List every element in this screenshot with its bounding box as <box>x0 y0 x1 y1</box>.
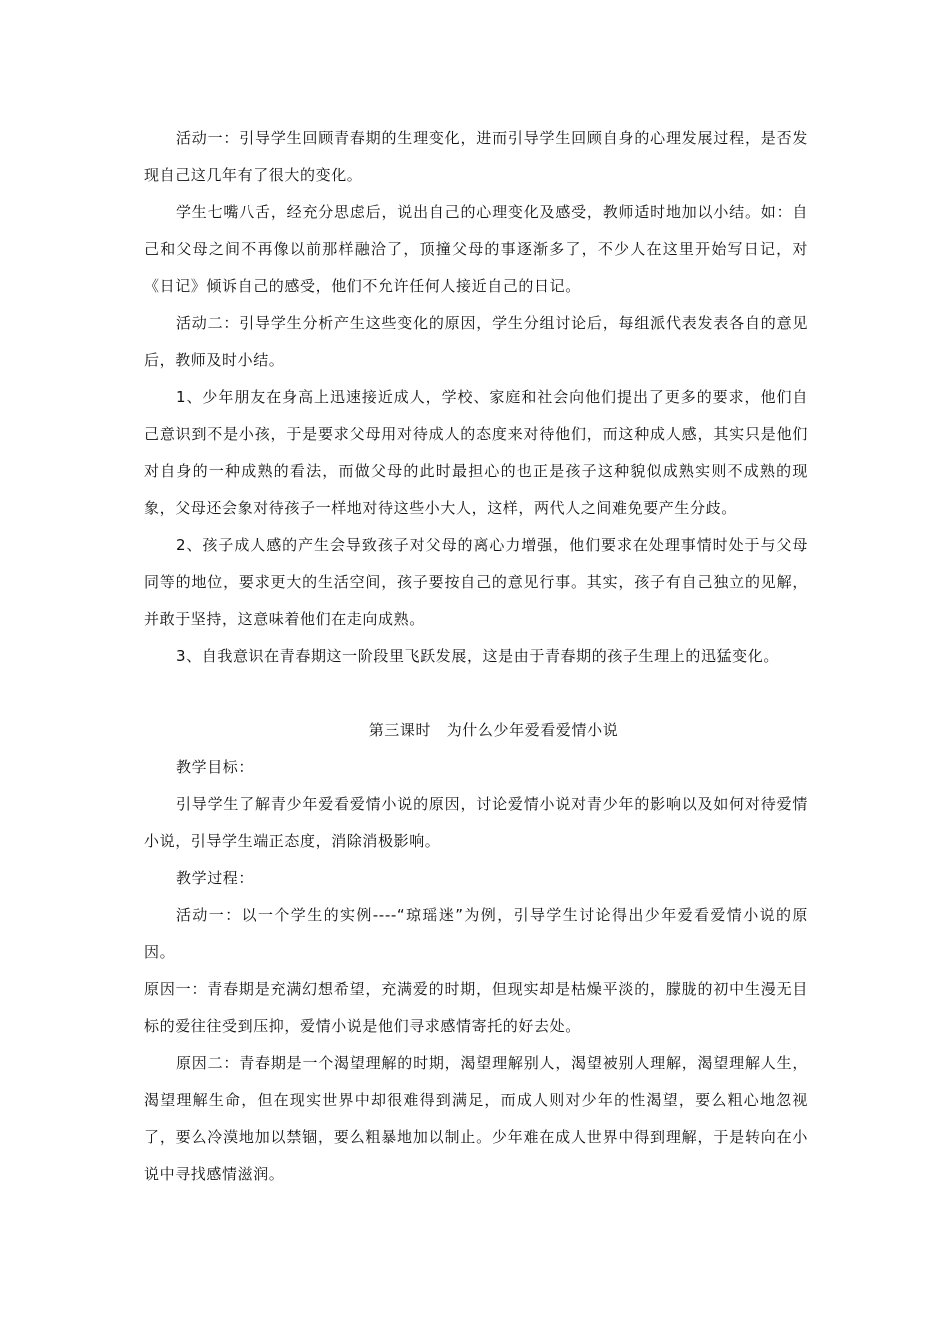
paragraph-activity-one-example: 活动一：以一个学生的实例----“琼瑶迷”为例，引导学生讨论得出少年爱看爱情小说的原因。 <box>144 906 808 961</box>
paragraph-reason-two: 原因二：青春期是一个渴望理解的时期，渴望理解别人，渴望被别人理解，渴望理解人生，渴望理解生命，但在现实世界中却很难得到满足，而成人则对少年的性渴望，要么粗心地忽视了，要么冷漠地加以禁锢，要么粗暴地加以制止。少年难在成人世界中得到理解，于是转向在小说中寻找感情滋润。 <box>144 1054 808 1183</box>
paragraph-point-1: 1、少年朋友在身高上迅速接近成人，学校、家庭和社会向他们提出了更多的要求，他们自己意识到不是小孩，于是要求父母用对待成人的态度来对待他们，而这种成人感，其实只是他们对自身的一种成熟的看法，而做父母的此时最担心的也正是孩子这种貌似成熟实则不成熟的现象，父母还会象对待孩子一样地对待这些小大人，这样，两代人之间难免要产生分歧。 <box>144 388 808 517</box>
teaching-goal-heading: 教学目标： <box>176 758 255 776</box>
section-spacer <box>144 675 808 712</box>
paragraph-activity-one-review: 活动一：引导学生回顾青春期的生理变化，进而引导学生回顾自身的心理发展过程，是否发现自己这几年有了很大的变化。 <box>144 129 808 184</box>
paragraph-reason-one: 原因一：青春期是充满幻想希望，充满爱的时期，但现实却是枯燥平淡的，朦胧的初中生漫无目标的爱往往受到压抑，爱情小说是他们寻求感情寄托的好去处。 <box>144 980 808 1035</box>
section-title: 第三课时 为什么少年爱看爱情小说 <box>368 721 619 739</box>
paragraph-activity-two: 活动二：引导学生分析产生这些变化的原因，学生分组讨论后，每组派代表发表各自的意见后，教师及时小结。 <box>144 314 808 369</box>
teaching-goal-text: 引导学生了解青少年爱看爱情小说的原因，讨论爱情小说对青少年的影响以及如何对待爱情小说，引导学生端正态度，消除消极影响。 <box>144 795 808 850</box>
paragraph-student-feelings: 学生七嘴八舌，经充分思虑后，说出自己的心理变化及感受，教师适时地加以小结。如：自己和父母之间不再像以前那样融洽了，顶撞父母的事逐渐多了，不少人在这里开始写日记，对《日记》倾诉自己的感受，他们不允许任何人接近自己的日记。 <box>144 203 808 295</box>
teaching-process-heading: 教学过程： <box>176 869 255 887</box>
paragraph-point-3: 3、自我意识在青春期这一阶段里飞跃发展，这是由于青春期的孩子生理上的迅猛变化。 <box>176 647 779 665</box>
document-body <box>144 120 808 1193</box>
paragraph-point-2: 2、孩子成人感的产生会导致孩子对父母的离心力增强，他们要求在处理事情时处于与父母同等的地位，要求更大的生活空间，孩子要按自己的意见行事。其实，孩子有自己独立的见解，并敢于坚持，这意味着他们在走向成熟。 <box>144 536 808 628</box>
